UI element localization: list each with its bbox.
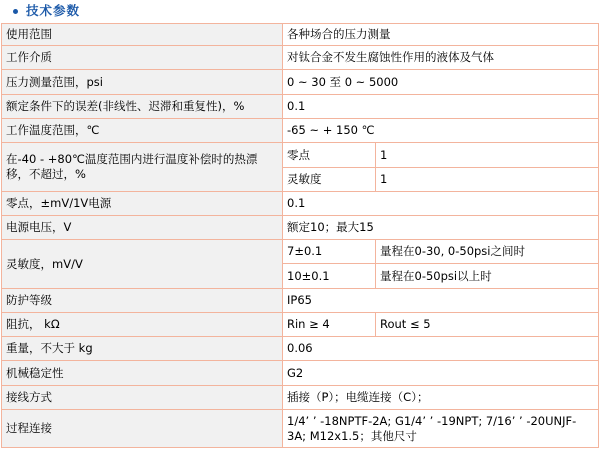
row-label: 机械稳定性 xyxy=(2,361,283,386)
table-row xyxy=(2,192,599,216)
row-label: 电源电压，V xyxy=(2,216,283,240)
spec-table xyxy=(1,23,599,448)
row-value: Rout ≤ 5 xyxy=(376,313,599,337)
sub-label: 7±0.1 xyxy=(283,240,376,264)
sub-value: 1 xyxy=(376,168,599,192)
sub-value: 量程在0-50psi以上时 xyxy=(376,264,599,289)
row-label: 工作温度范围，℃ xyxy=(2,119,283,143)
row-label: 防护等级 xyxy=(2,289,283,313)
table-row xyxy=(2,240,599,264)
row-value: IP65 xyxy=(283,289,599,313)
table-row xyxy=(2,24,599,46)
row-value: 0.1 xyxy=(283,95,599,119)
table-row xyxy=(2,410,599,448)
row-value: 额定10；最大15 xyxy=(283,216,599,240)
row-value: 0.06 xyxy=(283,337,599,361)
row-label: 工作介质 xyxy=(2,46,283,70)
table-row xyxy=(2,289,599,313)
bullet-icon xyxy=(13,9,18,14)
table-row xyxy=(2,46,599,70)
section-title: 技术参数 xyxy=(26,3,81,18)
row-value: 0.1 xyxy=(283,192,599,216)
sub-label: 零点 xyxy=(283,143,376,168)
row-value: -65 ~ + 150 ℃ xyxy=(283,119,599,143)
table-row xyxy=(2,216,599,240)
row-value: 0 ~ 30 至 0 ~ 5000 xyxy=(283,70,599,95)
row-label: 重量，不大于 kg xyxy=(2,337,283,361)
section-header xyxy=(0,0,600,22)
table-row xyxy=(2,70,599,95)
row-label: 压力测量范围，psi xyxy=(2,70,283,95)
sub-label: 10±0.1 xyxy=(283,264,376,289)
sub-value: 1 xyxy=(376,143,599,168)
row-label: 阻抗， kΩ xyxy=(2,313,283,337)
row-label: 过程连接 xyxy=(2,410,283,448)
sub-label: 灵敏度 xyxy=(283,168,376,192)
row-label: 在-40 - +80℃温度范围内进行温度补偿时的热漂移，不超过，% xyxy=(2,143,283,192)
row-value: 对钛合金不发生腐蚀性作用的液体及气体 xyxy=(283,46,599,70)
table-row xyxy=(2,143,599,168)
table-row xyxy=(2,361,599,386)
row-label: 接线方式 xyxy=(2,386,283,410)
table-row xyxy=(2,337,599,361)
row-label: 额定条件下的误差(非线性、迟滞和重复性)，% xyxy=(2,95,283,119)
row-label: 灵敏度，mV/V xyxy=(2,240,283,289)
table-row xyxy=(2,386,599,410)
sub-value: 量程在0-30, 0-50psi之间时 xyxy=(376,240,599,264)
row-value: 1/4’ ’ -18NPTF-2A; G1/4’ ’ -19NPT; 7/16’ ’ -20UNJF-3A; M12x1.5；其他尺寸 xyxy=(283,410,599,448)
row-label: 使用范围 xyxy=(2,24,283,46)
table-row xyxy=(2,119,599,143)
row-value: Rin ≥ 4 xyxy=(283,313,376,337)
row-value: 插接（P）；电缆连接（C）； xyxy=(283,386,599,410)
table-row xyxy=(2,95,599,119)
table-row xyxy=(2,313,599,337)
row-value: 各种场合的压力测量 xyxy=(283,24,599,46)
row-value: G2 xyxy=(283,361,599,386)
row-label: 零点，±mV/1V电源 xyxy=(2,192,283,216)
